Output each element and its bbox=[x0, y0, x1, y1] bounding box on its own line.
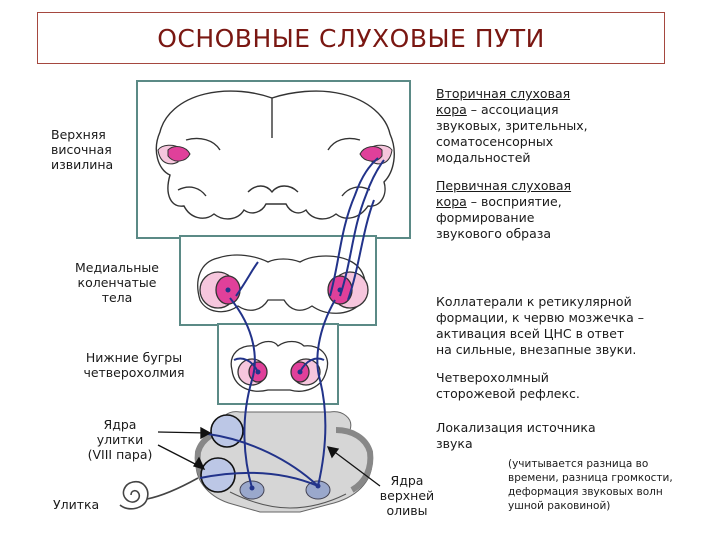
label-superior-olive: Ядра верхней оливы bbox=[379, 473, 435, 518]
label-medial-geniculate: Медиальные коленчатые тела bbox=[75, 260, 159, 305]
cochlea-icon bbox=[120, 478, 198, 509]
cochlear-nucleus-upper bbox=[211, 415, 243, 447]
midbrain-section bbox=[231, 342, 327, 392]
note-secondary-cortex: Вторичная слуховая кора – ассоциация звуковых, зрительных, соматосенсорных модальностей bbox=[436, 86, 588, 165]
page-title: ОСНОВНЫЕ СЛУХОВЫЕ ПУТИ bbox=[157, 23, 545, 53]
note-collaterals: Коллатерали к ретикулярной формации, к червю мозжечка – активация всей ЦНС в ответ на сильные, внезапные звуки. bbox=[436, 294, 644, 357]
label-cochlear-nuclei: Ядра улитки (VIII пара) bbox=[87, 417, 153, 462]
note-primary-cortex: Первичная слуховая кора – восприятие, формирование звукового образа bbox=[436, 178, 572, 241]
label-inferior-colliculi: Нижние бугры четверохолмия bbox=[83, 350, 185, 380]
note-localization: Локализация источника звука bbox=[436, 420, 596, 451]
note-localization-detail: (учитывается разница во времени, разница громкости, деформация звуковых волн ушной раковиной) bbox=[508, 458, 673, 512]
note-reflex: Четверохолмный сторожевой рефлекс. bbox=[436, 370, 580, 401]
label-cochlea: Улитка bbox=[53, 497, 100, 512]
label-superior-temporal-gyrus: Верхняя височная извилина bbox=[51, 127, 114, 172]
cerebrum-section bbox=[156, 91, 394, 219]
